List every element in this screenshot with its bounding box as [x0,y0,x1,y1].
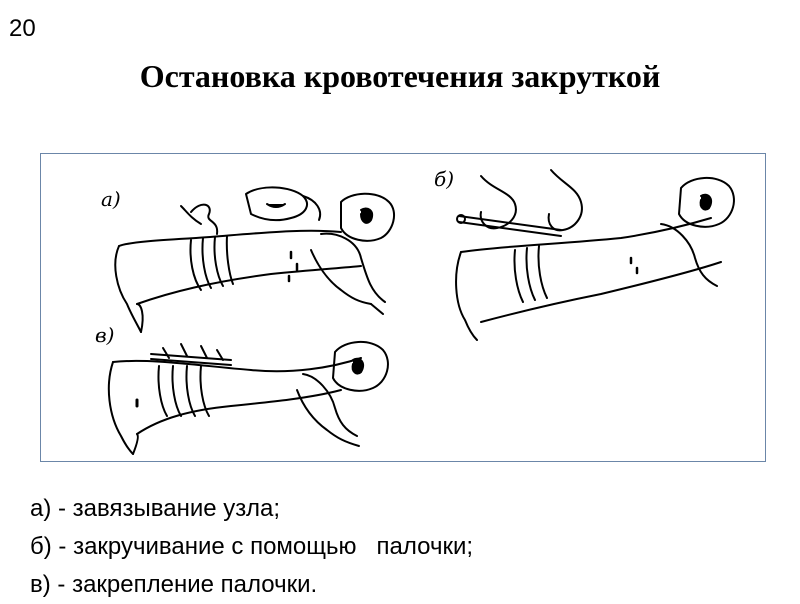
panel-b-label: б) [434,167,455,191]
slide-number: 20 [9,15,36,42]
slide-title: Остановка кровотечения закруткой [139,58,661,94]
panel-a-label: а) [101,187,121,211]
panel-c-drawing [95,323,388,454]
caption-line-b: б) - закручивание с помощью палочки; [30,533,474,560]
panel-a-drawing [101,187,394,332]
panel-c-label: в) [95,323,115,347]
tourniquet-illustration [40,153,766,462]
panel-b-drawing [434,167,734,340]
figure-caption [30,490,770,604]
caption-line-c: в) - закрепление палочки. [30,571,318,598]
caption-line-a: а) - завязывание узла; [30,495,281,522]
